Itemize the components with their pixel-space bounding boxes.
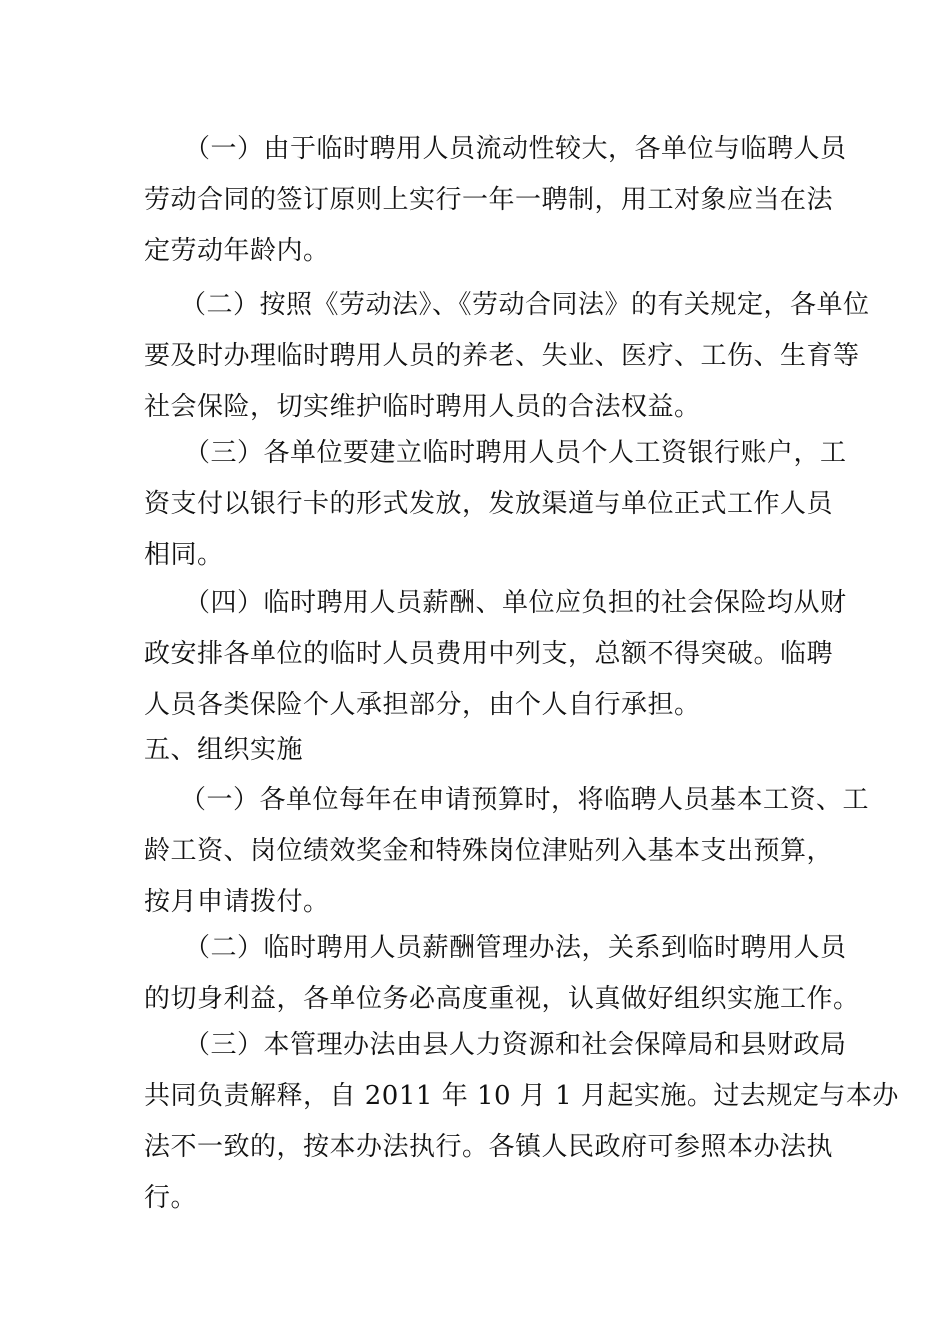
paragraph-6 [144, 923, 860, 1025]
paragraph-5-line-1: （一）各单位每年在申请预算时，将临聘人员基本工资、工 [180, 785, 870, 815]
paragraph-5-line-3: 按月申请拨付。 [144, 887, 330, 917]
paragraph-5 [144, 775, 870, 928]
paragraph-7-line-4: 行。 [144, 1183, 198, 1213]
section-heading-text: 五、组织实施 [144, 735, 304, 765]
paragraph-2 [144, 280, 870, 433]
paragraph-2-line-2: 要及时办理临时聘用人员的养老、失业、医疗、工伤、生育等 [144, 341, 860, 371]
paragraph-1 [144, 124, 847, 277]
paragraph-3-line-3: 相同。 [144, 540, 224, 570]
paragraph-3-line-1: （三）各单位要建立临时聘用人员个人工资银行账户，工 [184, 438, 847, 468]
paragraph-7-line-2: 共同负责解释，自 2011 年 10 月 1 月起实施。过去规定与本办 [144, 1081, 899, 1111]
section-heading [144, 725, 812, 776]
paragraph-7-line-1: （三）本管理办法由县人力资源和社会保障局和县财政局 [184, 1030, 847, 1060]
paragraph-7-line-3: 法不一致的，按本办法执行。各镇人民政府可参照本办法执 [144, 1132, 834, 1162]
paragraph-1-line-1: （一）由于临时聘用人员流动性较大，各单位与临聘人员 [184, 134, 847, 164]
paragraph-3 [144, 428, 847, 581]
paragraph-6-line-2: 的切身利益，各单位务必高度重视，认真做好组织实施工作。 [144, 984, 860, 1014]
paragraph-6-line-1: （二）临时聘用人员薪酬管理办法，关系到临时聘用人员 [184, 933, 847, 963]
paragraph-4-line-1: （四）临时聘用人员薪酬、单位应负担的社会保险均从财 [184, 588, 847, 618]
paragraph-4-line-2: 政安排各单位的临时人员费用中列支，总额不得突破。临聘 [144, 639, 834, 669]
paragraph-4-line-3: 人员各类保险个人承担部分，由个人自行承担。 [144, 690, 701, 720]
paragraph-3-line-2: 资支付以银行卡的形式发放，发放渠道与单位正式工作人员 [144, 489, 834, 519]
paragraph-2-line-3: 社会保险，切实维护临时聘用人员的合法权益。 [144, 392, 701, 422]
paragraph-2-line-1: （二）按照《劳动法》、《劳动合同法》的有关规定，各单位 [180, 290, 870, 320]
paragraph-1-line-3: 定劳动年龄内。 [144, 236, 330, 266]
paragraph-1-line-2: 劳动合同的签订原则上实行一年一聘制，用工对象应当在法 [144, 185, 834, 215]
paragraph-5-line-2: 龄工资、岗位绩效奖金和特殊岗位津贴列入基本支出预算， [144, 836, 834, 866]
paragraph-7 [144, 1020, 899, 1224]
paragraph-4 [144, 578, 847, 731]
